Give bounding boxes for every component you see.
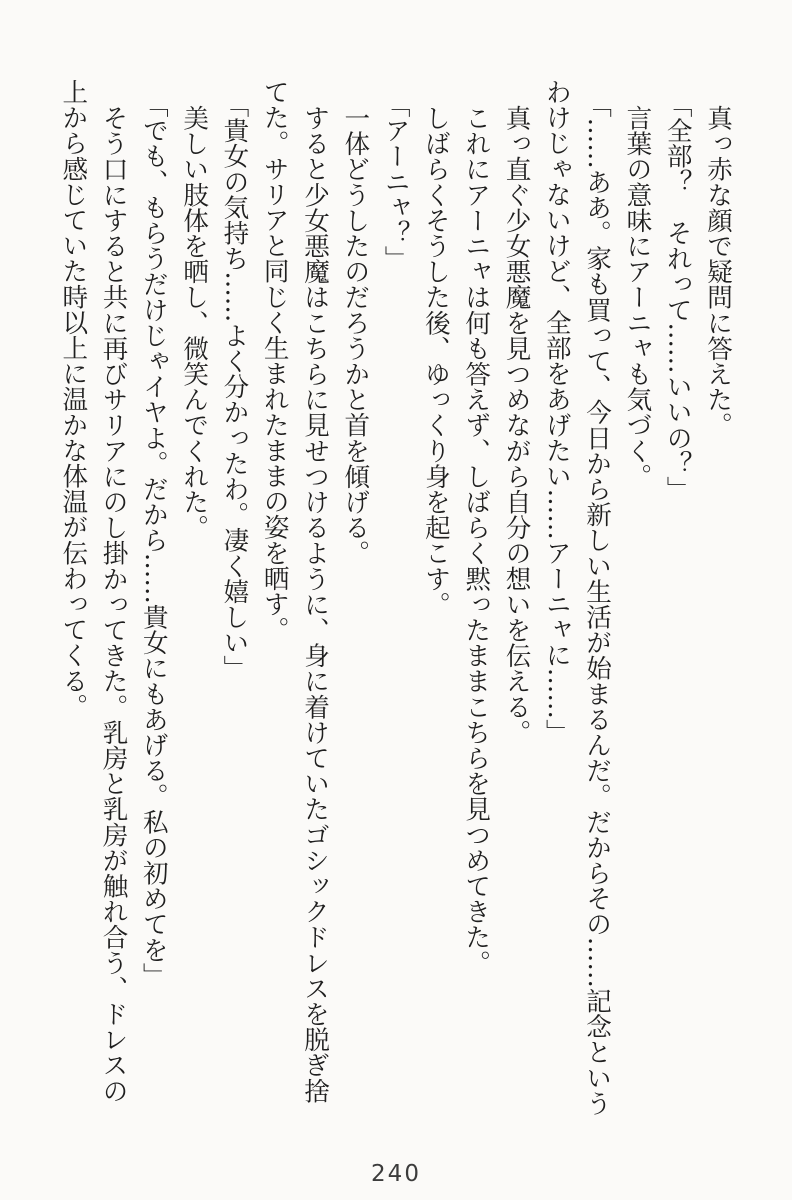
paragraph-dialogue: 「貴女の気持ち……よく分かったわ。凄く嬉しい」 [219, 91, 250, 681]
paragraph-narration: しばらくそうした後、ゆっくり身を起こす。 [420, 104, 451, 617]
paragraph-dialogue: 「全部？ それって……いいの？」 [662, 91, 693, 502]
page-number: 240 [371, 1161, 421, 1187]
paragraph-dialogue: 「……ああ。家も買って、今日から新しい生活が始まるんだ。だからその……記念というわけじゃないけど、全部をあげたい……アーニャに……」 [541, 79, 613, 1116]
paragraph-dialogue: 「アーニャ？」 [380, 91, 411, 271]
paragraph-narration: 真っ直ぐ少女悪魔を見つめながら自分の想いを伝える。 [501, 104, 532, 745]
paragraph-narration: 美しい肢体を晒し、微笑んでくれた。 [179, 104, 210, 540]
paragraph-narration: 一体どうしたのだろうかと首を傾げる。 [340, 104, 371, 566]
paragraph-narration: 真っ赤な顔で疑問に答えた。 [703, 104, 733, 438]
paragraph-narration: そう口にすると共に再びサリアにのし掛かってきた。乳房と乳房が触れ合う、ドレスの上から感じていた時以上に温かな体温が伝わってくる。 [58, 79, 129, 1103]
paragraph-narration: すると少女悪魔はこちらに見せつけるように、身に着けていたゴシックドレスを脱ぎ捨てた。サリアと同じく生まれたままの姿を晒す。 [259, 79, 331, 1103]
paragraph-narration: これにアーニャは何も答えず、しばらく黙ったままこちらを見つめてきた。 [461, 104, 492, 975]
vertical-text-body [46, 79, 738, 1117]
paragraph-dialogue: 「でも、もらうだけじゃイヤよ。だから……貴女にもあげる。私の初めてを」 [138, 91, 169, 988]
paragraph-narration: 言葉の意味にアーニャも気づく。 [622, 104, 653, 489]
